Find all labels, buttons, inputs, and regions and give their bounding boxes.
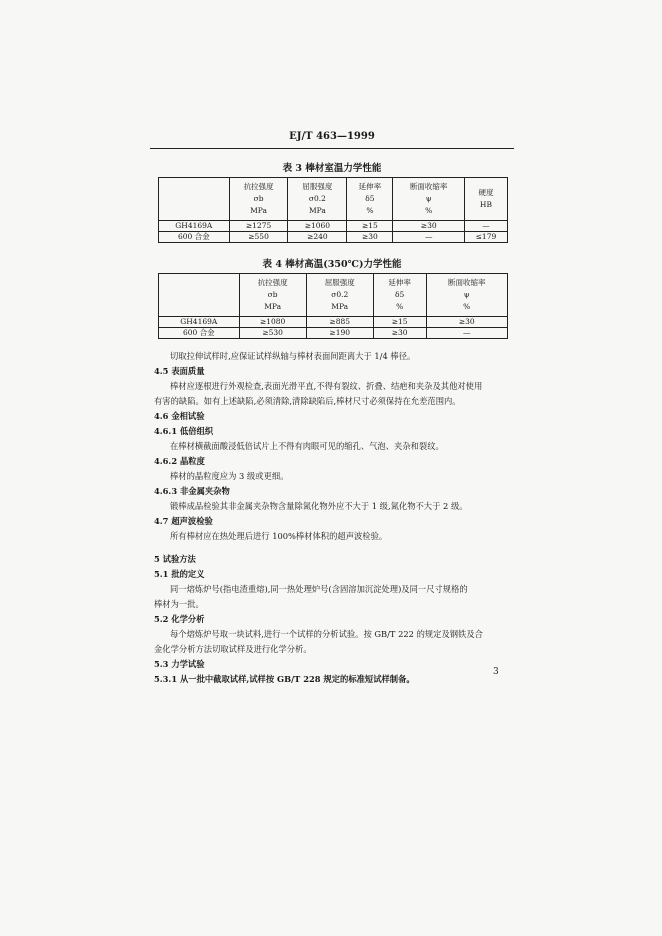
table-cell: ≥240: [288, 232, 347, 243]
column-header-label: 延伸率: [358, 182, 382, 191]
table-cell: ≥1060: [288, 221, 347, 232]
table-3-room-temp-properties: [158, 177, 508, 243]
column-header-unit: MPa: [264, 302, 282, 311]
paragraph: 棒材应逐根进行外观检查,表面光滑平直,不得有裂纹、折叠、结疤和夹杂及其他对使用: [170, 381, 483, 391]
table-header-row: [159, 178, 508, 221]
paragraph: 棒材的晶粒度应为 3 级或更细。: [170, 471, 289, 481]
table-row: [159, 221, 508, 232]
section-heading-5-1: 5.1 批的定义: [154, 569, 205, 579]
section-heading-5-3: 5.3 力学试验: [154, 659, 205, 669]
column-header-symbol: δ5: [365, 194, 375, 203]
column-header: [239, 274, 306, 317]
column-header: [159, 178, 230, 221]
table-cell: ≥30: [393, 221, 464, 232]
table-4-caption: 表 4 棒材高温(350℃)力学性能: [262, 259, 402, 270]
table-cell: ≥30: [347, 232, 393, 243]
table-3-caption: 表 3 棒材室温力学性能: [282, 163, 382, 174]
column-header: [229, 178, 288, 221]
column-header-symbol: σ0.2: [308, 194, 326, 203]
column-header-symbol: HB: [479, 200, 492, 209]
table-cell: ≥190: [306, 328, 373, 339]
column-header-symbol: ψ: [425, 194, 432, 203]
column-header-unit: %: [425, 206, 433, 215]
table-cell: GH4169A: [159, 221, 230, 232]
column-header: [347, 178, 393, 221]
table-row: [159, 317, 508, 328]
column-header: [306, 274, 373, 317]
section-heading-5: 5 试验方法: [154, 554, 196, 564]
table-row: [159, 232, 508, 243]
standard-code-header: EJ/T 463—1999: [150, 131, 514, 149]
table-cell: ≥885: [306, 317, 373, 328]
paragraph: 切取拉伸试样时,应保证试样纵轴与棒材表面间距离大于 1/4 棒径。: [170, 351, 416, 361]
column-header-label: 抗拉强度: [257, 278, 288, 287]
table-cell: ≥30: [373, 328, 426, 339]
body-text: [154, 349, 518, 687]
table-cell: —: [393, 232, 464, 243]
table-cell: GH4169A: [159, 317, 240, 328]
paragraph: 所有棒材应在热处理后进行 100%棒材体积的超声波检验。: [170, 531, 388, 541]
column-header: [288, 178, 347, 221]
table-cell: ≥15: [347, 221, 393, 232]
column-header-label: 硬度: [478, 188, 494, 197]
column-header: [464, 178, 507, 221]
table-header-row: [159, 274, 508, 317]
column-header-unit: %: [396, 302, 404, 311]
column-header: [393, 178, 464, 221]
paragraph: 同一熔炼炉号(指电渣重熔),同一热处理炉号(含固溶加沉淀处理)及同一尺寸规格的: [170, 584, 468, 594]
column-header-unit: %: [366, 206, 374, 215]
column-header-unit: MPa: [250, 206, 267, 215]
table-cell: ≥1275: [229, 221, 288, 232]
column-header-symbol: δ5: [394, 290, 405, 299]
column-header-label: 断面收缩率: [448, 278, 486, 287]
column-header-label: 抗拉强度: [243, 182, 274, 191]
column-header: [426, 274, 508, 317]
section-heading-4-5: 4.5 表面质量: [154, 366, 205, 376]
section-heading-4-6-3: 4.6.3 非金属夹杂物: [154, 486, 230, 496]
table-row: [159, 328, 508, 339]
column-header: [373, 274, 426, 317]
table-cell: —: [464, 221, 507, 232]
column-header-symbol: σ0.2: [331, 290, 349, 299]
paragraph: 有害的缺陷。如有上述缺陷,必须清除,清除缺陷后,棒材尺寸必须保持在允差范围内。: [154, 396, 461, 406]
table-cell: ≥530: [239, 328, 306, 339]
paragraph: 在棒材横截面酸浸低倍试片上不得有肉眼可见的缩孔、气泡、夹杂和裂纹。: [170, 441, 444, 451]
section-heading-4-6-2: 4.6.2 晶粒度: [154, 456, 205, 466]
column-header-unit: MPa: [331, 302, 349, 311]
section-heading-4-6: 4.6 金相试验: [154, 411, 205, 421]
table-cell: ≥1080: [239, 317, 306, 328]
column-header-label: 延伸率: [388, 278, 411, 287]
column-header-label: 屈服强度: [324, 278, 355, 287]
table-4-high-temp-properties: [158, 273, 508, 339]
paragraph: 金化学分析方法切取试样及进行化学分析。: [154, 644, 312, 654]
table-cell: ≥30: [426, 317, 508, 328]
page-number: 3: [493, 667, 499, 677]
table-cell: 600 合金: [159, 232, 230, 243]
paragraph: 每个熔炼炉号取一块试料,进行一个试样的分析试验。按 GB/T 222 的规定及钢铁及合: [170, 629, 483, 639]
section-heading-4-6-1: 4.6.1 低倍组织: [154, 426, 214, 436]
column-header-label: 断面收缩率: [409, 182, 448, 191]
table-cell: 600 合金: [159, 328, 240, 339]
column-header-unit: MPa: [308, 206, 326, 215]
column-header-symbol: σb: [253, 194, 264, 203]
column-header-symbol: σb: [267, 290, 278, 299]
paragraph: 棒材为一批。: [154, 599, 204, 609]
section-heading-5-3-1: 5.3.1 从一批中截取试样,试样按 GB/T 228 规定的标准短试样制备。: [154, 674, 415, 684]
section-heading-4-7: 4.7 超声波检验: [154, 516, 213, 526]
column-header-label: 屈服强度: [302, 182, 333, 191]
paragraph: 锻棒成品检验其非金属夹杂物含量除氮化物外应不大于 1 级,氮化物不大于 2 级。: [170, 501, 468, 511]
table-cell: ≥550: [229, 232, 288, 243]
column-header-unit: %: [463, 302, 471, 311]
table-cell: ≤179: [464, 232, 507, 243]
column-header-symbol: ψ: [463, 290, 470, 299]
column-header: [159, 274, 240, 317]
table-cell: —: [426, 328, 508, 339]
section-heading-5-2: 5.2 化学分析: [154, 614, 205, 624]
table-cell: ≥15: [373, 317, 426, 328]
